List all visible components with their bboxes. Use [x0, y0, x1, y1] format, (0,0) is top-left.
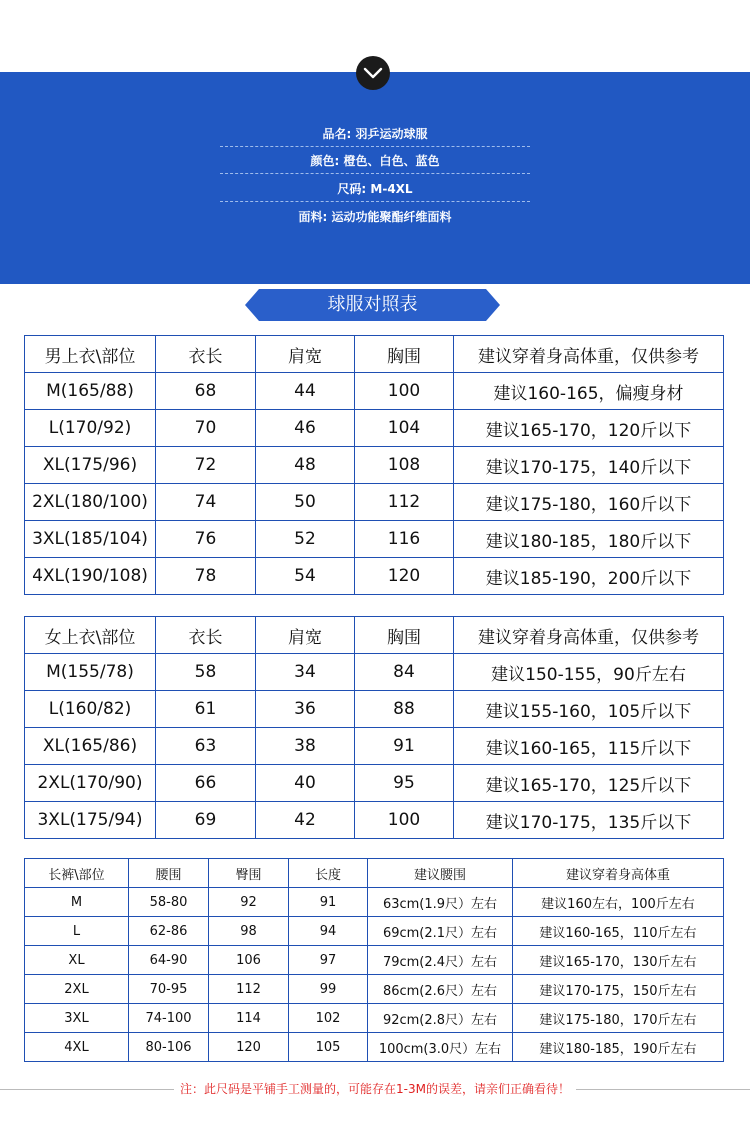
table-cell: L	[25, 917, 129, 946]
table-header-cell: 肩宽	[256, 336, 355, 373]
table-row	[25, 521, 724, 558]
table-cell: 74-100	[129, 1004, 209, 1033]
table-cell: 2XL(180/100)	[25, 484, 156, 521]
product-name-label: 品名:	[322, 127, 352, 141]
table-header-cell: 长度	[289, 859, 368, 888]
table-header-cell: 衣长	[156, 617, 256, 654]
table-header-row	[25, 859, 724, 888]
table-cell: 40	[256, 765, 355, 802]
table-cell: 120	[355, 558, 454, 595]
table-cell: 38	[256, 728, 355, 765]
footnote-area	[0, 1080, 750, 1100]
table-cell: 69	[156, 802, 256, 839]
table-cell: 74	[156, 484, 256, 521]
table-cell: 建议150-155，90斤左右	[454, 654, 724, 691]
table-row	[25, 765, 724, 802]
table-cell: 94	[289, 917, 368, 946]
section-title: 球服对照表	[327, 294, 418, 315]
table-row	[25, 484, 724, 521]
table-row	[25, 558, 724, 595]
table-cell: 78	[156, 558, 256, 595]
table-cell: 建议185-190，200斤以下	[454, 558, 724, 595]
table-cell: 88	[355, 691, 454, 728]
table-cell: 建议180-185，190斤左右	[513, 1033, 724, 1062]
table-cell: 建议170-175，135斤以下	[454, 802, 724, 839]
table-cell: 3XL	[25, 1004, 129, 1033]
table-cell: 63cm(1.9尺）左右	[368, 888, 513, 917]
product-fabric-line	[220, 208, 530, 225]
table-cell: 105	[289, 1033, 368, 1062]
table-cell: 100	[355, 373, 454, 410]
table-cell: 86cm(2.6尺）左右	[368, 975, 513, 1004]
table-row	[25, 917, 724, 946]
chevron-down-icon	[356, 56, 390, 90]
table-row	[25, 946, 724, 975]
table-cell: 80-106	[129, 1033, 209, 1062]
table-cell: 建议170-175，150斤左右	[513, 975, 724, 1004]
product-color-label: 颜色:	[310, 154, 340, 168]
table-cell: 44	[256, 373, 355, 410]
table-cell: 116	[355, 521, 454, 558]
table-cell: 建议155-160，105斤以下	[454, 691, 724, 728]
table-cell: 99	[289, 975, 368, 1004]
table-cell: 52	[256, 521, 355, 558]
table-cell: 42	[256, 802, 355, 839]
table-row	[25, 728, 724, 765]
table-cell: 108	[355, 447, 454, 484]
table-cell: 50	[256, 484, 355, 521]
table-cell: 建议160-165，110斤左右	[513, 917, 724, 946]
table-cell: 70-95	[129, 975, 209, 1004]
table-cell: 3XL(185/104)	[25, 521, 156, 558]
table-row	[25, 691, 724, 728]
table-cell: 建议175-180，170斤左右	[513, 1004, 724, 1033]
table-cell: M(155/78)	[25, 654, 156, 691]
product-size-label: 尺码:	[337, 182, 367, 196]
table-cell: 69cm(2.1尺）左右	[368, 917, 513, 946]
table-cell: 54	[256, 558, 355, 595]
divider	[220, 173, 530, 174]
table-cell: 70	[156, 410, 256, 447]
table-cell: 92	[209, 888, 289, 917]
table-header-cell: 衣长	[156, 336, 256, 373]
table-cell: 3XL(175/94)	[25, 802, 156, 839]
product-color-value: 橙色、白色、蓝色	[343, 154, 440, 168]
table-cell: 112	[209, 975, 289, 1004]
table-cell: 112	[355, 484, 454, 521]
table-header-cell: 男上衣\部位	[25, 336, 156, 373]
table-cell: L(170/92)	[25, 410, 156, 447]
table-cell: 建议170-175，140斤以下	[454, 447, 724, 484]
table-cell: 建议165-170，130斤左右	[513, 946, 724, 975]
table-cell: 97	[289, 946, 368, 975]
table-row	[25, 1033, 724, 1062]
table-cell: 34	[256, 654, 355, 691]
table-cell: 95	[355, 765, 454, 802]
table-cell: 58	[156, 654, 256, 691]
table-cell: 建议165-170，125斤以下	[454, 765, 724, 802]
table-cell: 68	[156, 373, 256, 410]
table-cell: 2XL	[25, 975, 129, 1004]
table-header-cell: 胸围	[355, 336, 454, 373]
table-row	[25, 888, 724, 917]
table-header-cell: 女上衣\部位	[25, 617, 156, 654]
table-cell: 建议160-165，115斤以下	[454, 728, 724, 765]
table-cell: 建议180-185，180斤以下	[454, 521, 724, 558]
table-cell: 79cm(2.4尺）左右	[368, 946, 513, 975]
table-row	[25, 410, 724, 447]
table-header-cell: 建议穿着身高体重	[513, 859, 724, 888]
product-color-line	[220, 152, 530, 169]
table-cell: 4XL(190/108)	[25, 558, 156, 595]
pants-size-table	[24, 858, 724, 1062]
table-header-cell: 臀围	[209, 859, 289, 888]
product-fabric-value: 运动功能聚酯纤维面料	[331, 210, 452, 224]
section-title-ribbon	[245, 289, 500, 321]
table-header-cell: 建议腰围	[368, 859, 513, 888]
table-row	[25, 373, 724, 410]
table-cell: 建议175-180，160斤以下	[454, 484, 724, 521]
table-header-cell: 建议穿着身高体重，仅供参考	[454, 617, 724, 654]
table-cell: 91	[289, 888, 368, 917]
table-cell: 46	[256, 410, 355, 447]
table-row	[25, 447, 724, 484]
table-header-cell: 长裤\部位	[25, 859, 129, 888]
table-cell: 建议160左右，100斤左右	[513, 888, 724, 917]
product-name-value: 羽乒运动球服	[355, 127, 428, 141]
product-fabric-label: 面料:	[298, 210, 328, 224]
table-cell: 76	[156, 521, 256, 558]
table-cell: 66	[156, 765, 256, 802]
table-cell: M(165/88)	[25, 373, 156, 410]
table-cell: 98	[209, 917, 289, 946]
table-cell: 63	[156, 728, 256, 765]
table-header-cell: 肩宽	[256, 617, 355, 654]
table-cell: XL	[25, 946, 129, 975]
table-cell: 104	[355, 410, 454, 447]
table-cell: 61	[156, 691, 256, 728]
table-cell: M	[25, 888, 129, 917]
table-cell: 84	[355, 654, 454, 691]
product-size-value: M-4XL	[370, 182, 413, 196]
product-size-line	[220, 180, 530, 197]
table-header-cell: 建议穿着身高体重，仅供参考	[454, 336, 724, 373]
table-cell: 58-80	[129, 888, 209, 917]
men-size-table	[24, 335, 724, 595]
table-cell: 48	[256, 447, 355, 484]
table-cell: 100	[355, 802, 454, 839]
table-cell: XL(165/86)	[25, 728, 156, 765]
table-header-cell: 腰围	[129, 859, 209, 888]
product-info-banner	[0, 72, 750, 284]
table-cell: 2XL(170/90)	[25, 765, 156, 802]
table-cell: 100cm(3.0尺）左右	[368, 1033, 513, 1062]
divider	[220, 146, 530, 147]
table-row	[25, 802, 724, 839]
table-cell: 114	[209, 1004, 289, 1033]
product-name-line	[220, 125, 530, 142]
divider	[220, 201, 530, 202]
table-cell: 120	[209, 1033, 289, 1062]
table-row	[25, 1004, 724, 1033]
table-cell: 92cm(2.8尺）左右	[368, 1004, 513, 1033]
table-cell: XL(175/96)	[25, 447, 156, 484]
table-cell: L(160/82)	[25, 691, 156, 728]
table-cell: 4XL	[25, 1033, 129, 1062]
table-cell: 64-90	[129, 946, 209, 975]
table-cell: 建议160-165，偏瘦身材	[454, 373, 724, 410]
table-row	[25, 654, 724, 691]
table-cell: 102	[289, 1004, 368, 1033]
table-header-cell: 胸围	[355, 617, 454, 654]
table-cell: 62-86	[129, 917, 209, 946]
table-cell: 91	[355, 728, 454, 765]
women-size-table	[24, 616, 724, 839]
table-cell: 建议165-170，120斤以下	[454, 410, 724, 447]
table-cell: 106	[209, 946, 289, 975]
table-header-row	[25, 336, 724, 373]
table-cell: 36	[256, 691, 355, 728]
table-row	[25, 975, 724, 1004]
table-header-row	[25, 617, 724, 654]
table-cell: 72	[156, 447, 256, 484]
footnote: 注：此尺码是平铺手工测量的，可能存在1-3M的误差，请亲们正确看待！	[174, 1082, 576, 1096]
